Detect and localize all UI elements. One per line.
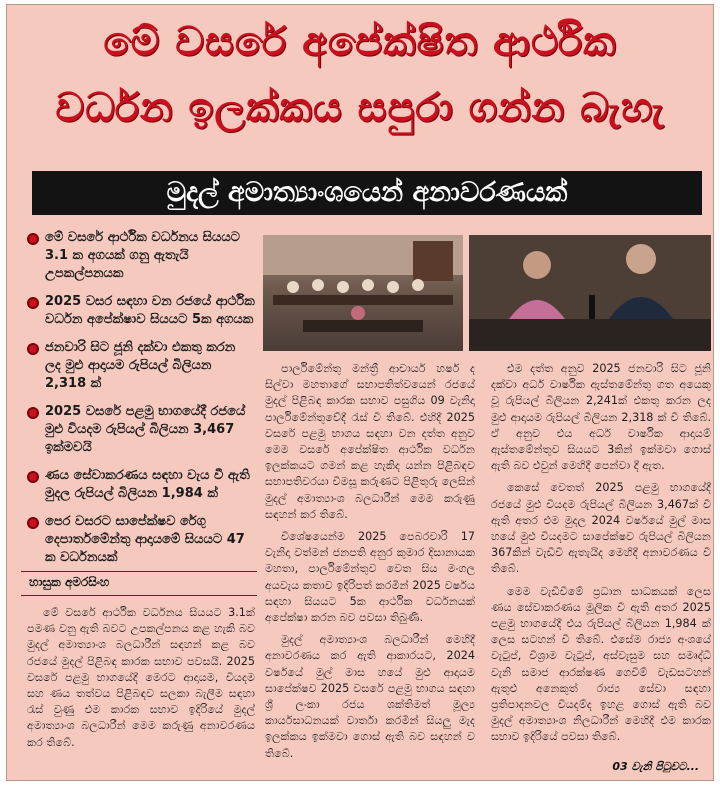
officials-illustration xyxy=(469,235,711,351)
bullet-dot-icon xyxy=(27,297,39,309)
highlight-item xyxy=(23,339,255,393)
highlight-item xyxy=(23,513,255,567)
headline-line-1: මේ වසරේ අපේක්ෂිත ආර්ථික xyxy=(103,19,617,65)
byline-divider-top xyxy=(21,571,257,572)
bullet-dot-icon xyxy=(27,233,39,245)
officials-photo xyxy=(469,235,711,351)
article-paragraph: එම දත්ත අනුව 2025 ජනවාරි සිට ජූනි දක්වා අර්ධ වාර්ෂික ඇස්තමේන්තු ගත අයෙකු වූ රුපියල් බිලියන 2,241ක් එකතු කරන ලද මුළු ආදායම රුපියල් බිලියන 2,318 ක් වී තිබේ. ඒ අනුව එය අර්ධ වාර්ෂික ආදායම් ඇස්තමේන්තුව සියයට 3කින් ඉක්මවා ගොස් ඇති බව එවුන් මෙහිදී පෙන්වා දී ඇත. xyxy=(491,362,711,473)
committee-meeting-photo xyxy=(263,235,463,351)
subheadline-bar: මුදල් අමාත්‍යාංශයෙන් අනාවරණයක් xyxy=(32,171,702,215)
article-paragraph: විශේෂයෙන්ම 2025 පෙබරවාරි 17 වැනිදා වත්මන් ජනපති අනුර කුමාර දිසානායක මහතා, පාර්ලිමේන්තුව වෙත සිය මංගල අයවැය කතාව ඉදිරිපත් කරමින් 2025 වර්ෂය සඳහා සියයට 5ක ආර්ථික වර්ධනයක් අපේක්ෂා කරන බව පවසා තිබුණි. xyxy=(265,530,475,625)
highlights-list xyxy=(23,229,255,577)
continuation-note: 03 වැනි පිටුවට... xyxy=(612,760,699,773)
article-paragraph: මෙම වැඩිවීමේ ප්‍රධාන සාධකයක් ලෙස ණය සේවාකරණය මූලික වී ඇති අතර 2025 පළමු භාගයේදී එය රුපියල් බිලියන 1,984 ක් ලෙස සටහන් වී තිබේ. එසේම රාජ්‍ය අංශයේ වැටුප්, විශ්‍රාම වැටුප්, අස්වැසුම සහ සමෘද්ධි වැනි සමාජ ආරක්ෂණ ගෙවීම් වැඩසටහන් ඇතුළු අනෙකුත් රාජ්‍ය සේවා සඳහා ප්‍රතිපාදනවල වියදම්ද ඉහළ ගොස් ඇති බව මුදල් අමාත්‍යාංශ නිලධාරීන් මෙහිදී එම කාරක සභාව ඉදිරියේ පවසා තිබේ. xyxy=(491,584,711,744)
highlight-item xyxy=(23,403,255,457)
bullet-dot-icon xyxy=(27,343,39,355)
highlight-text: මේ වසරේ ආර්ථික වර්ධනය සියයට 3.1 ක අගයක් ගනු ඇතැයි උපකල්පනයක xyxy=(45,230,241,281)
highlight-text: පෙර වසරට සාපේක්ෂව රේගු දෙපාර්තමේන්තු ආදායමේ සියයට 47 ක වර්ධනයක් xyxy=(45,514,245,565)
highlight-text: ජනවාරි සිට ජූනි දක්වා එකතු කරන ලද මුළු ආදායම රුපියල් බිලියන 2,318 ක් xyxy=(45,340,236,391)
highlight-item xyxy=(23,293,255,329)
committee-room-illustration xyxy=(263,235,463,351)
highlight-text: ණය සේවාකරණය සඳහා වැය වී ඇති මුදල රුපියල් බිලියන 1,984 ක් xyxy=(45,468,250,501)
highlight-item xyxy=(23,467,255,503)
article-paragraph: මේ වසරේ ආර්ථික වර්ධනය සියයට 3.1ක් පමණ වනු ඇති බවට උපකල්පනය කළ හැකි බව මුදල් අමාත්‍යාංශ බලධාරීන් සඳහන් කළ බව රජයේ මුදල් පිළිබඳ කාරක සභාව පවසයි. 2025 වසරේ පළමු භාගයේදී මෙරට ආදායම, වියදම සහ ණය තත්වය පිළිබඳව සලකා බැලීම සඳහා රැස් වුණු එම කාරක සභාව ඉදිරියේ මුදල් අමාත්‍යාංශ බලධාරීන් මෙම කරුණු අනාවරණය කර තිබේ. xyxy=(27,606,255,749)
article-paragraph: මුදල් අමාත්‍යාංශ බලධාරීන් මෙහිදී අනාවරණය කර ඇති ආකාරයට, 2024 වර්ෂයේ මුල් මාස හයේ මුළු ආදායම සාපේක්ෂව 2025 වසරේ පළමු භාගය සඳහා ශ්‍රී ලංකා රජය ශක්තිමත් මූල්‍ය කාර්යසාධනයක් වාර්තා කරමින් සියලු මැද ඉලක්කය ඉක්මවා ගොස් ඇති බව සඳහන් ව තිබේ. xyxy=(265,633,475,760)
bullet-dot-icon xyxy=(27,407,39,419)
highlight-item xyxy=(23,229,255,283)
article-column-2 xyxy=(265,361,475,768)
highlight-text: 2025 වසරේ පළමු භාගයේදී රජයේ මුළු වියදම රුපියල් බිලියන 3,467 ඉක්මවයි xyxy=(45,404,246,455)
article-paragraph: කෙසේ වෙතත් 2025 පළමු භාගයේදී රජයේ මුළු වියදම රුපියල් බිලියන 3,467ක් වී ඇති අතර එම මුදල 2024 වර්ෂයේ මුල් මාස හයේ මුළු වියදමට සාපේක්ෂව රුපියල් බිලියන 367කින් වැඩිවී ඇතැයිද මෙහිදී අනාවරණය වී තිබේ. xyxy=(491,481,711,576)
bullet-dot-icon xyxy=(27,471,39,483)
headline-line-2: වර්ධන ඉලක්කය සපුරා ගන්න බැහැ xyxy=(55,85,665,131)
bullet-dot-icon xyxy=(27,517,39,529)
byline: හාසුක අමරසිංහ xyxy=(29,575,110,589)
byline-divider-bottom xyxy=(21,595,257,596)
newspaper-clipping xyxy=(6,4,714,781)
article-column-1 xyxy=(27,605,255,757)
highlight-text: 2025 වසර සඳහා වන රජයේ ආර්ථික වර්ධන අපේක්ෂාව සියයට 5ක අගයක xyxy=(45,294,255,327)
article-column-3 xyxy=(491,361,711,752)
article-paragraph: පාර්ලිමේන්තු මන්ත්‍රී ආචාර්ය හර්ෂ ද සිල්වා මහතාගේ සභාපතිත්වයෙන් රජයේ මුදල් පිළිබඳ කාරක සභාව පසුගිය 09 වැනිදා පාර්ලිමේන්තුවේදී රැස් වී තිබේ. එහිදී 2025 වසරේ පළමු භාගය සඳහා වන දත්ත අනුව මෙම වසරේ අපේක්ෂිත ආර්ථික වර්ධන ඉලක්කයට ගමන් කළ හැකිද යන්න පිළිබඳව සභාපතිවරයා විමසූ කරුණට පිළිතුරු ලෙසින් මුදල් අමාත්‍යාංශ බලධාරීන් මෙම කරුණු සඳහන් කර තිබේ. xyxy=(265,362,475,521)
